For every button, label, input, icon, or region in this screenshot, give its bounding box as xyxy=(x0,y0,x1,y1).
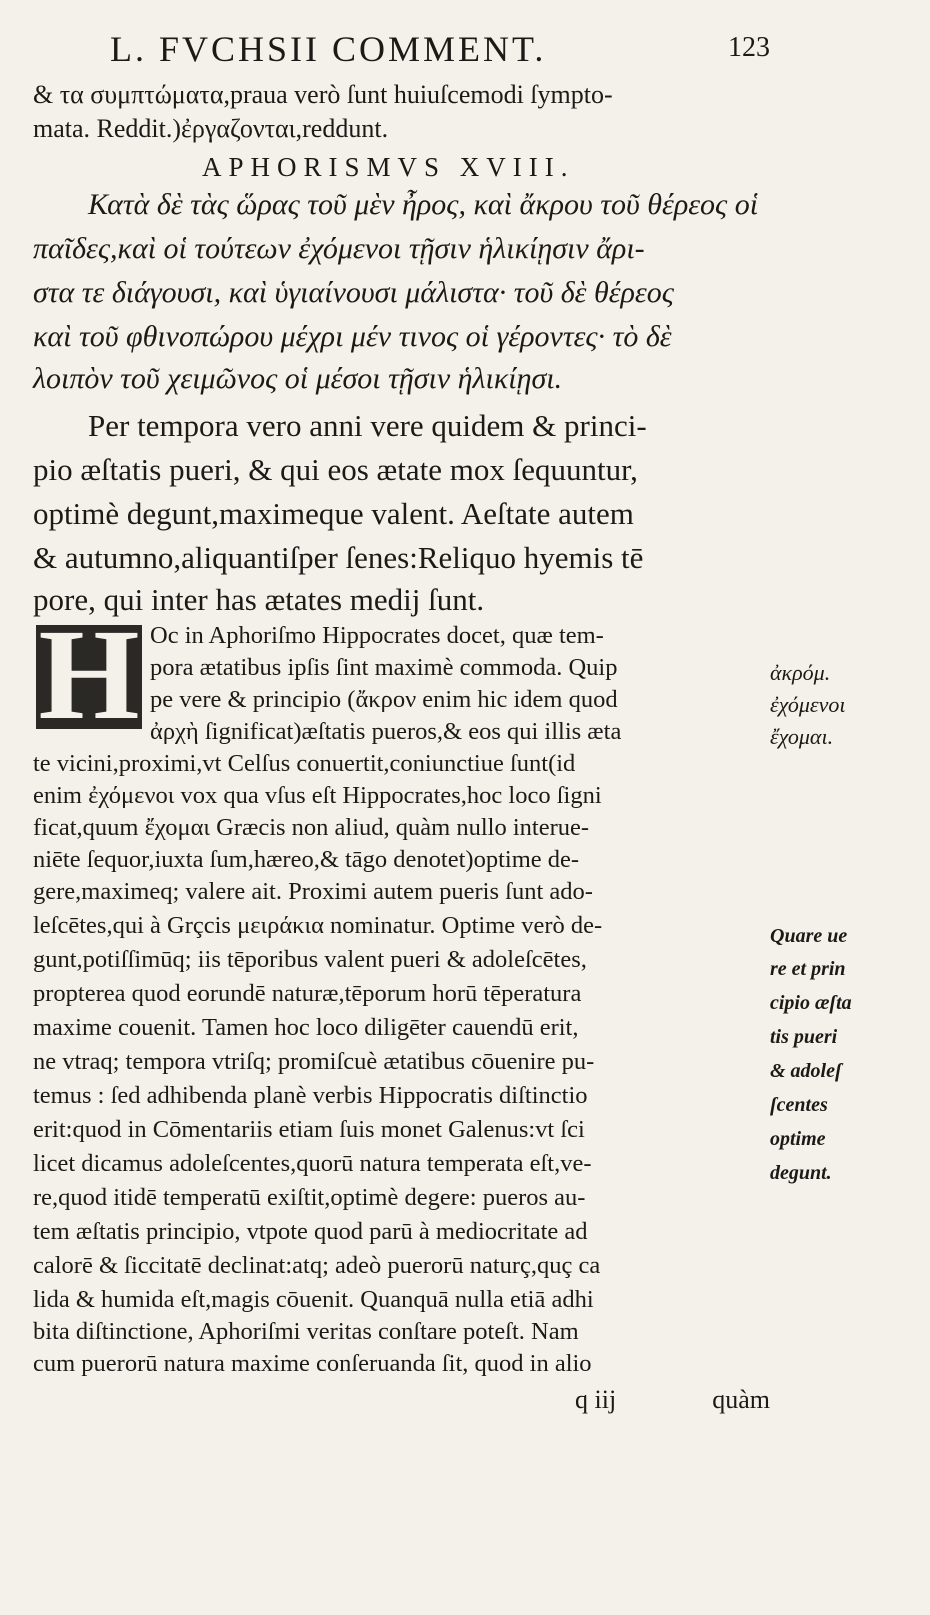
commentary-line: calorē & ſiccitatē declinat:atq; adeò puerorū naturç,quç ca xyxy=(33,1252,601,1279)
commentary-line: Oc in Aphoriſmo Hippocrates docet, quæ tem- xyxy=(150,622,604,649)
commentary-line: pora ætatibus ipſis ſint maximè commoda. Quip xyxy=(150,654,618,681)
margin-note-latin: optime xyxy=(770,1128,826,1150)
commentary-line: leſcētes,qui à Grçcis μειράκια nominatur. Optime verò de- xyxy=(33,912,603,939)
margin-note-greek: ἀκρόμ. xyxy=(770,660,831,685)
latin-translation-line: pore, qui inter has ætates medij ſunt. xyxy=(33,582,485,617)
commentary-line: erit:quod in Cōmentariis etiam ſuis monet Galenus:vt ſci xyxy=(33,1116,585,1143)
commentary-line: tem æſtatis principio, vtpote quod parū à mediocritate ad xyxy=(33,1218,588,1245)
signature-mark: q iij xyxy=(575,1385,617,1414)
page-footer xyxy=(560,1385,770,1417)
margin-note-latin: tis pueri xyxy=(770,1026,838,1048)
margin-note-greek: ἐχόμενοι xyxy=(770,692,846,717)
commentary-line: licet dicamus adoleſcentes,quorū natura temperata eſt,ve- xyxy=(33,1150,592,1177)
latin-translation-line: & autumno,aliquantiſper ſenes:Reliquo hyemis tē xyxy=(33,540,644,575)
commentary-line: propterea quod eorundē naturæ,tēporum horū tēperatura xyxy=(33,980,582,1007)
greek-text-line: παῖδες,καὶ οἱ τούτεων ἐχόμενοι τῇσιν ἡλικίῃσιν ἄρι- xyxy=(33,232,645,265)
latin-translation-line: pio æſtatis pueri, & qui eos ætate mox ſequuntur, xyxy=(33,452,638,487)
commentary-line: gere,maximeq; valere ait. Proximi autem pueris ſunt ado- xyxy=(33,878,593,905)
commentary-line: enim ἐχόμενοι vox qua vſus eſt Hippocrates,hoc loco ſigni xyxy=(33,782,602,809)
margin-note-greek: ἔχομαι. xyxy=(770,724,834,749)
margin-note-latin: cipio æſta xyxy=(770,992,852,1014)
aphorism-heading: APHORISMVS XVIII. xyxy=(202,152,575,182)
commentary-line: gunt,potiſſimūq; iis tēporibus valent pueri & adoleſcētes, xyxy=(33,946,587,973)
running-title: L. FVCHSII COMMENT. xyxy=(110,29,547,69)
commentary-line: pe vere & principio (ἄκρον enim hic idem quod xyxy=(150,686,618,713)
commentary-line: cum puerorū natura maxime conſeruanda ſit, quod in alio xyxy=(33,1350,592,1377)
commentary-line: lida & humida eſt,magis cōuenit. Quanquā nulla etiā adhi xyxy=(33,1286,594,1313)
margin-note-latin: ſcentes xyxy=(770,1094,828,1116)
page-header xyxy=(110,28,770,72)
margin-note-latin: degunt. xyxy=(770,1162,832,1184)
commentary-line: ficat,quum ἔχομαι Græcis non aliud, quàm nullo interue- xyxy=(33,814,590,841)
lead-line: mata. Reddit.)ἐργαζονται,reddunt. xyxy=(33,114,389,143)
decorated-initial: H xyxy=(36,625,142,729)
lead-line: & τα συμπτώματα,praua verò ſunt huiuſcemodi ſympto- xyxy=(33,80,613,109)
margin-note-latin: re et prin xyxy=(770,958,846,980)
margin-note-latin: & adoleſ xyxy=(770,1060,842,1082)
latin-translation-line: Per tempora vero anni vere quidem & princi- xyxy=(88,408,647,443)
greek-text-line: Κατὰ δὲ τὰς ὥρας τοῦ μὲν ἦρος, καὶ ἄκρου τοῦ θέρεος οἱ xyxy=(88,188,759,221)
commentary-line: niēte ſequor,iuxta ſum,hæreo,& tāgo denotet)optime de- xyxy=(33,846,580,873)
commentary-line: maxime couenit. Tamen hoc loco diligēter cauendū erit, xyxy=(33,1014,579,1041)
catchword: quàm xyxy=(712,1385,770,1414)
greek-text-line: καὶ τοῦ φθινοπώρου μέχρι μέν τινος οἱ γέροντες· τὸ δὲ xyxy=(33,320,672,353)
folio-number: 123 xyxy=(728,32,770,63)
commentary-line: re,quod itidē temperatū exiſtit,optimè degere: pueros au- xyxy=(33,1184,586,1211)
margin-note-latin: Quare ue xyxy=(770,925,848,947)
commentary-line: temus : ſed adhibenda planè verbis Hippocratis diſtinctio xyxy=(33,1082,588,1109)
commentary-line: ἀρχὴ ſignificat)æſtatis pueros,& eos qui illis æta xyxy=(150,718,622,745)
commentary-line: ne vtraq; tempora vtriſq; promiſcuè ætatibus cōuenire pu- xyxy=(33,1048,595,1075)
greek-text-line: στα τε διάγουσι, καὶ ὑγιαίνουσι μάλιστα· τοῦ δὲ θέρεος xyxy=(33,276,674,309)
commentary-line: te vicini,proximi,vt Celſus conuertit,coniunctiue ſunt(id xyxy=(33,750,576,777)
commentary-line: bita diſtinctione, Aphoriſmi veritas conſtare poteſt. Nam xyxy=(33,1318,579,1345)
greek-text-line: λοιπὸν τοῦ χειμῶνος οἱ μέσοι τῇσιν ἡλικίῃσι. xyxy=(33,362,563,395)
latin-translation-line: optimè degunt,maximeque valent. Aeſtate autem xyxy=(33,496,634,531)
